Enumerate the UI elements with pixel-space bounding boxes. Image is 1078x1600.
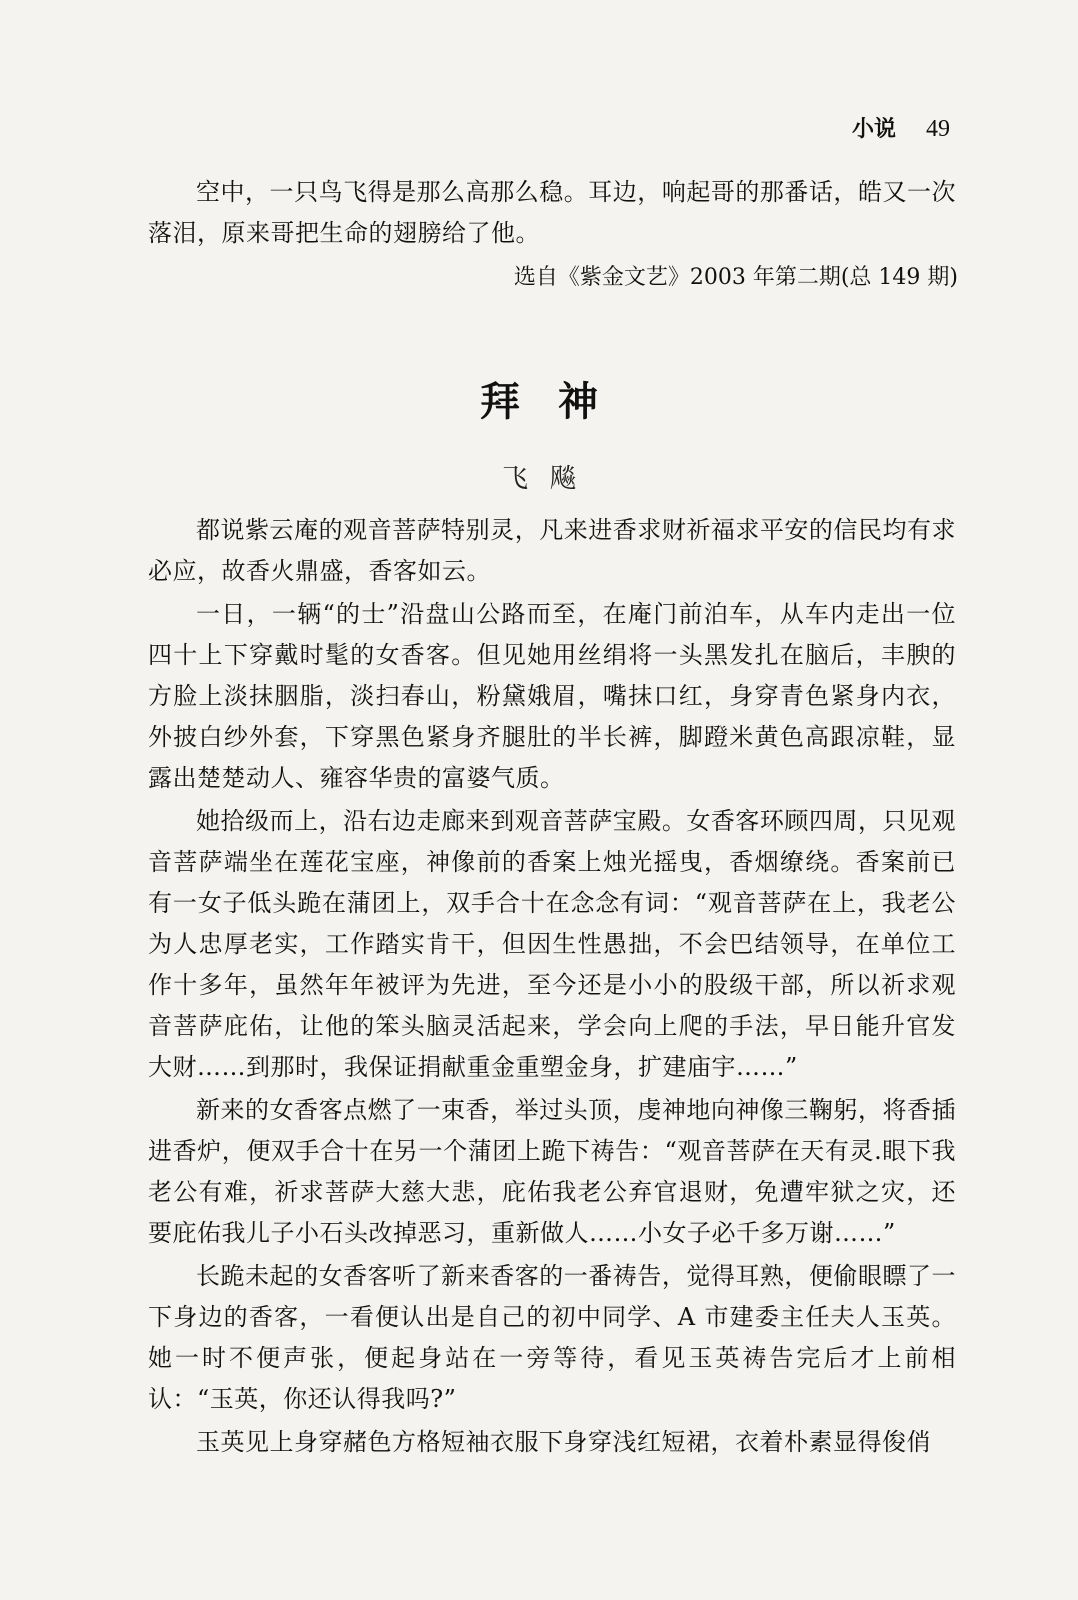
story-paragraph: 都说紫云庵的观音菩萨特别灵，凡来进香求财祈福求平安的信民均有求必应，故香火鼎盛，香客如云。 xyxy=(148,516,956,585)
previous-story-ending xyxy=(148,172,956,254)
section-label: 小说 xyxy=(851,117,896,142)
story-paragraph: 新来的女香客点燃了一束香，举过头顶，虔神地向神像三鞠躬，将香插进香炉，便双手合十在另一个蒲团上跪下祷告：“观音菩萨在天有灵.眼下我老公有难，祈求菩萨大慈大悲，庇佑我老公弃官退财，免遭牢狱之灾，还要庇佑我儿子小石头改掉恶习，重新做人……小女子必千多万谢……” xyxy=(148,1096,956,1247)
page-header xyxy=(852,112,950,143)
story-paragraph: 她拾级而上，沿右边走廊来到观音菩萨宝殿。女香客环顾四周，只见观音菩萨端坐在莲花宝座，神像前的香案上烛光摇曳，香烟缭绕。香案前已有一女子低头跪在蒲团上，双手合十在念念有词：“观音菩萨在上，我老公为人忠厚老实，工作踏实肯干，但因生性愚拙，不会巴结领导，在单位工作十多年，虽然年年被评为先进，至今还是小小的股级干部，所以祈求观音菩萨庇佑，让他的笨头脑灵活起来，学会向上爬的手法，早日能升官发大财……到那时，我保证捐献重金重塑金身，扩建庙宇……” xyxy=(148,807,956,1081)
story-paragraph: 玉英见上身穿赭色方格短袖衣服下身穿浅红短裙，衣着朴素显得俊俏 xyxy=(196,1428,931,1456)
source-citation: 选自《紫金文艺》2003 年第二期(总 149 期) xyxy=(513,265,958,290)
story-body xyxy=(148,510,956,1465)
story-title: 拜神 xyxy=(480,379,636,425)
story-paragraph: 一日，一辆“的士”沿盘山公路而至，在庵门前泊车，从车内走出一位四十上下穿戴时髦的女香客。但见她用丝绢将一头黑发扎在脑后，丰腴的方脸上淡抹胭脂，淡扫春山，粉黛娥眉，嘴抹口红，身穿青色紧身内衣，外披白纱外套，下穿黑色紧身齐腿肚的半长裤，脚蹬米黄色高跟凉鞋，显露出楚楚动人、雍容华贵的富婆气质。 xyxy=(148,600,956,792)
story-author: 飞飚 xyxy=(501,464,598,494)
story-paragraph: 长跪未起的女香客听了新来香客的一番祷告，觉得耳熟，便偷眼瞟了一下身边的香客，一看便认出是自己的初中同学、A 市建委主任夫人玉英。她一时不便声张，便起身站在一旁等待，看见玉英祷告完后才上前相认：“玉英，你还认得我吗?” xyxy=(148,1262,956,1413)
previous-story-paragraph: 空中，一只鸟飞得是那么高那么稳。耳边，响起哥的那番话，皓又一次落泪，原来哥把生命的翅膀给了他。 xyxy=(148,178,956,247)
page-number: 49 xyxy=(926,116,950,142)
